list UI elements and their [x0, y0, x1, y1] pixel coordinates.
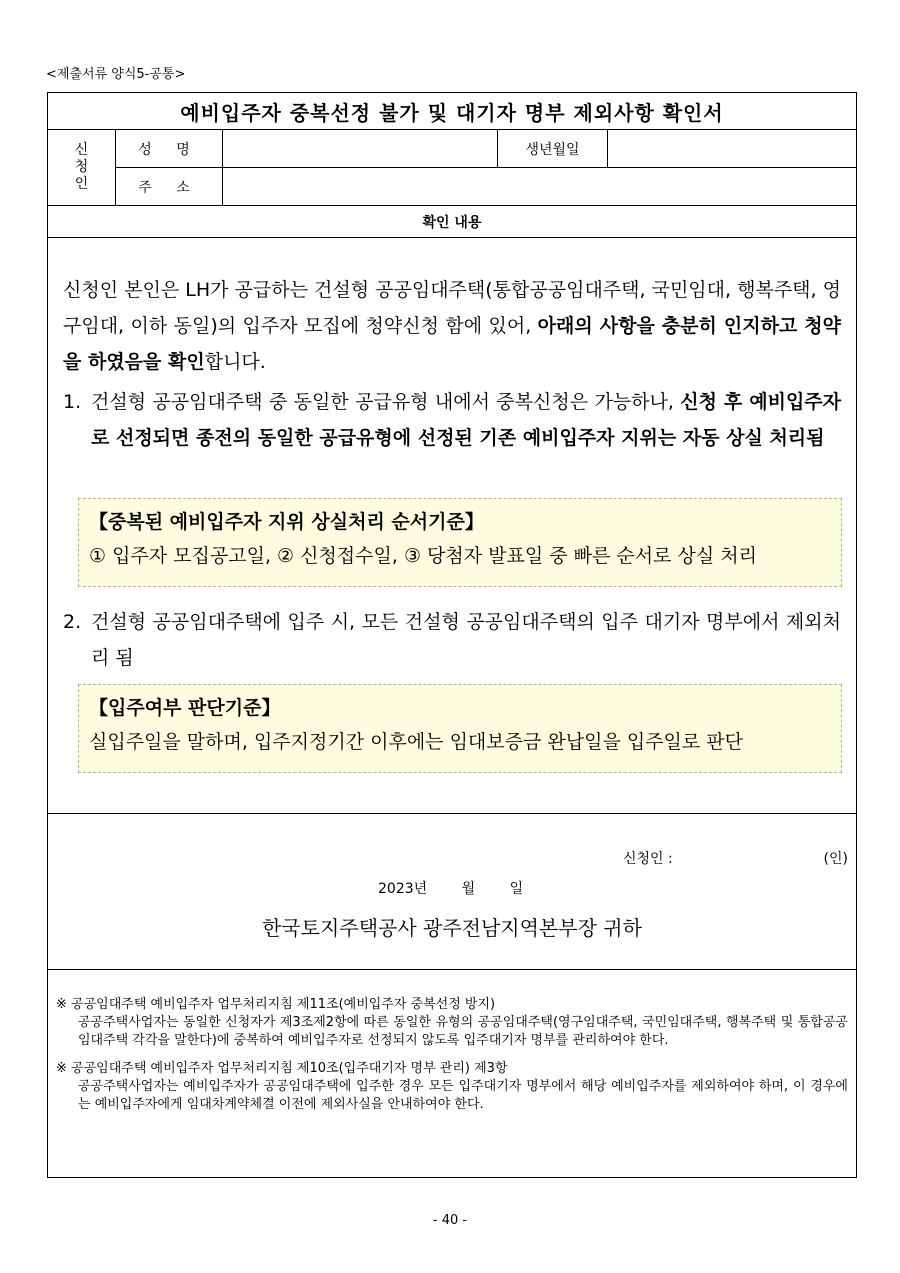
signature-date	[378, 878, 523, 898]
form-title: 예비입주자 중복선정 불가 및 대기자 명부 제외사항 확인서	[48, 93, 856, 130]
item-number: 1.	[63, 391, 82, 413]
page-number: - 40 -	[432, 1213, 468, 1228]
intro-paragraph: 신청인 본인은 LH가 공급하는 건설형 공공임대주택(통합공공임대주택, 국민임대, 행복주택, 영구임대, 이하 동일)의 입주자 모집에 청약신청 함에 있어, 아래의 사항을 충분히 인지하고 청약을 하였음을 확인합니다.	[63, 279, 841, 373]
birth-label: 생년월일	[498, 130, 608, 168]
confirmation-form	[47, 92, 857, 1178]
confirmation-content	[48, 238, 856, 814]
criteria-box-title: 【입주여부 판단기준】	[89, 697, 281, 719]
applicant-label: 신 청 인	[48, 130, 116, 205]
note-2: ※ 공공임대주택 예비입주자 업무처리지침 제10조(입주대기자 명부 관리) 제3항 공공주택사업자는 예비입주자가 공공임대주택에 입주한 경우 모든 입주대기자 명부에서 해당 예비입주자를 제외하여야 하며, 이 경우에는 예비입주자에게 임대차계약체결 이전에 제외사실을 안내하여야 한다.	[56, 1061, 848, 1112]
signature-section	[48, 814, 856, 970]
section-title: 확인 내용	[48, 206, 856, 238]
name-field[interactable]	[223, 130, 498, 168]
criteria-box-1	[78, 498, 842, 587]
criteria-box-text: 실입주일을 말하며, 입주지정기간 이후에는 임대보증금 완납일을 입주일로 판단	[89, 731, 743, 753]
item-2: 2. 건설형 공공임대주택에 입주 시, 모든 건설형 공공임대주택의 입주 대기자 명부에서 제외처리 됨	[63, 604, 841, 676]
date-year: 2023년	[378, 881, 428, 897]
date-day: 일	[509, 881, 524, 897]
criteria-box-2	[78, 684, 842, 773]
date-month: 월	[461, 881, 476, 897]
item-1: 1. 건설형 공공임대주택 중 동일한 공급유형 내에서 중복신청은 가능하나, 신청 후 예비입주자로 선정되면 종전의 동일한 공급유형에 선정된 기존 예비입주자 지위는 자동 상실 처리됨	[63, 384, 841, 456]
name-label: 성 명	[116, 130, 223, 168]
criteria-box-title: 【중복된 예비입주자 지위 상실처리 순서기준】	[89, 511, 484, 533]
criteria-box-text: ① 입주자 모집공고일, ② 신청접수일, ③ 당첨자 발표일 중 빠른 순서로 상실 처리	[89, 545, 757, 567]
applicant-table	[48, 130, 856, 206]
seal-mark: (인)	[823, 851, 848, 867]
addressee: 한국토지주택공사 광주전남지역본부장 귀하	[262, 916, 642, 940]
address-label: 주 소	[116, 168, 223, 205]
note-1: ※ 공공임대주택 예비입주자 업무처리지침 제11조(예비입주자 중복선정 방지) 공공주택사업자는 동일한 신청자가 제3조제2항에 따른 동일한 유형의 공공임대주택(영구임대주택, 국민임대주택, 행복주택 및 통합공공임대주택 각각을 말한다)에 중복하여 예비입주자로 선정되지 않도록 입주대기자 명부를 관리하여야 한다.	[56, 997, 848, 1048]
form-id: <제출서류 양식5-공통>	[46, 67, 186, 82]
birth-field[interactable]	[608, 130, 856, 168]
notes	[48, 970, 856, 1114]
applicant-signature-label: 신청인 :	[623, 851, 673, 867]
item-number: 2.	[63, 611, 82, 633]
address-field[interactable]	[223, 168, 856, 205]
